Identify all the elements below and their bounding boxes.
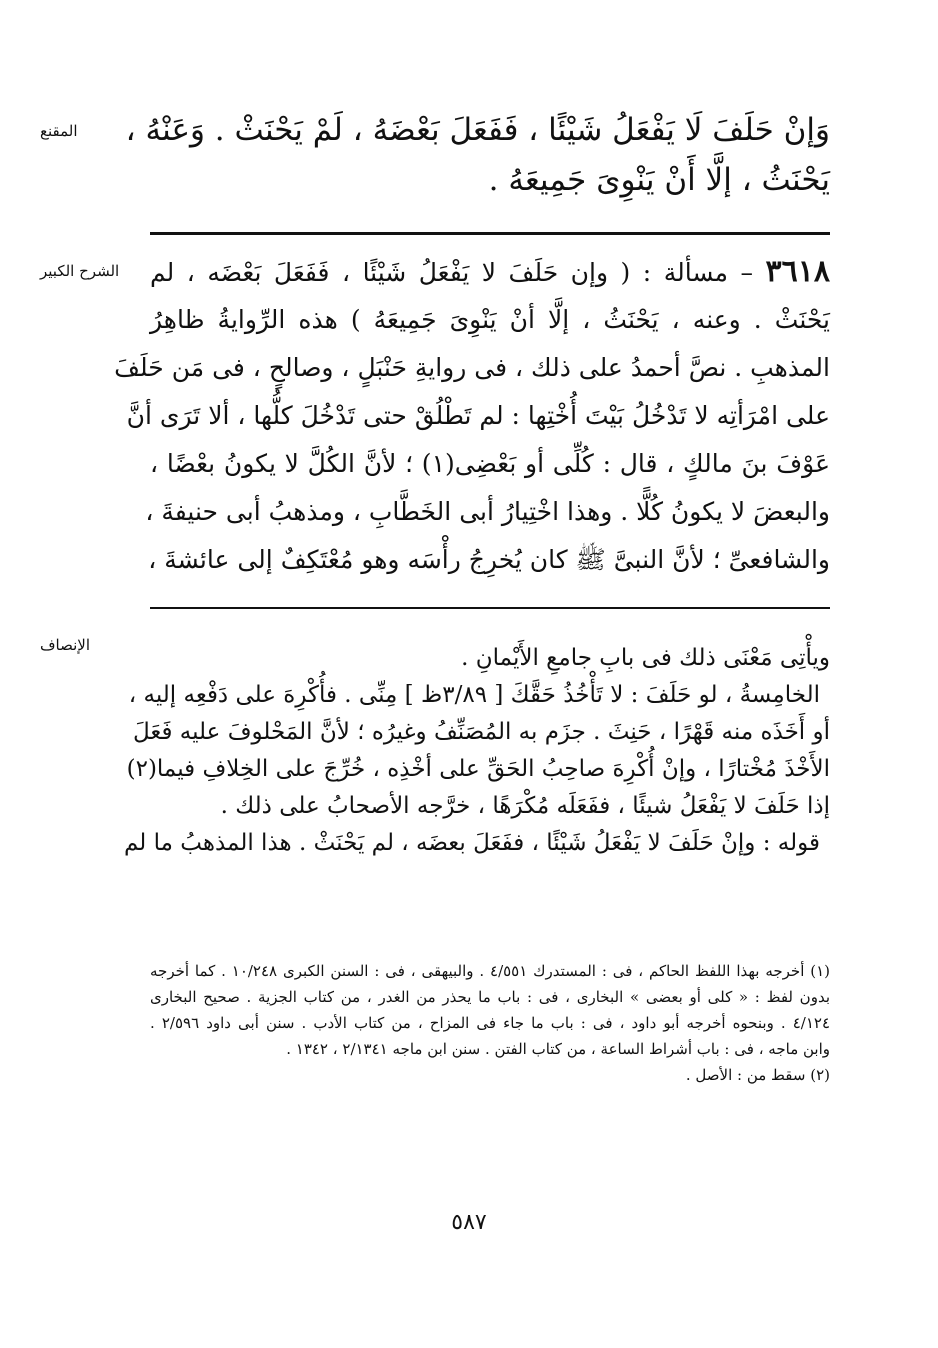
sharh-line: والبعضَ لا يكونُ كُلًّا . وهذا اخْتِيارُ أبى الخَطَّابِ ، ومذهبُ أبى حنيفةَ ، [145,497,830,526]
page-number: ٥٨٧ [451,1210,487,1235]
divider-sharh [150,607,830,609]
muqni-line: يَحْنَثُ ، إلَّا أَنْ يَنْوِىَ جَمِيعَهُ . [488,162,830,198]
insaf-line: ويأْتِى مَعْنَى ذلك فى بابِ جامعِ الأَيْمانِ . [461,645,830,671]
issue-number: ٣٦١٨ [765,254,830,289]
insaf-line: إذا حَلَفَ لا يَفْعَلُ شيئًا ، ففَعَلَه مُكْرَهًا ، خرَّجه الأصحابُ على ذلك . [220,793,830,819]
sharh-first-line [150,248,830,296]
footnote-line: ٤/١٢٤ . وبنحوه أخرجه أبو داود ، فى : باب ما جاء فى المزاح ، من كتاب الأدب . سنن أبى داود ٢/٥٩٦ . [150,1014,830,1032]
muqni-label: المقنع [40,122,78,140]
sharh-line: عَوْفَ بنَ مالكٍ ، قال : كُلِّى أو بَعْضِى(١) ؛ لأنَّ الكُلَّ لا يكونُ بعْضًا ، [150,449,830,478]
insaf-label: الإنصاف [40,636,91,654]
sharh-line: على امْرَأتِه لا تَدْخُلُ بَيْتَ أُخْتِها : لم تَطْلُقْ حتى تَدْخُلَ كلُّها ، ألا تَرَى أنَّ [126,401,830,430]
insaf-line: أو أَخَذَه منه قَهْرًا ، حَنِثَ . جزَم به المُصَنِّفُ وغيرُه ؛ لأنَّ المَحْلوفَ عليه فَعَلَ [132,719,830,745]
footnotes [150,958,830,1088]
footnote-line: (١) أخرجه بهذا اللفظ الحاكم ، فى : المستدرك ٤/٥٥١ . والبيهقى ، فى : السنن الكبرى ١٠/٢٤٨ . كما أخرجه [150,962,830,980]
divider-muqni [150,232,830,235]
sharh-line: والشافعىِّ ؛ لأنَّ النبىَّ ﷺ كان يُخرِجُ رأْسَه وهو مُعْتَكِفٌ إلى عائشةَ ، [148,545,830,574]
insaf-line: الأَخْذَ مُخْتارًا ، وإنْ أُكْرِهَ صاحِبُ الحَقِّ على أخْذِه ، خُرِّجَ على الخِلافِ فيما(٢) [126,756,830,782]
sharh-label: الشرح الكبير [40,262,120,280]
sharh-line: المذهبِ . نصَّ أحمدُ على ذلك ، فى روايةِ حَنْبَلٍ ، وصالحٍ ، فى مَن حَلَفَ [114,353,830,382]
footnote-line: بدون لفظ : « كلى أو بعضى » البخارى ، فى : باب ما يحذر من الغدر ، من كتاب الجزية . صحيح البخارى [150,988,830,1006]
insaf-line: الخامِسةُ ، لو حَلَفَ : لا تَأْخُذُ حَقَّكَ [ ٣/٨٩ظ ] مِنِّى . فأُكْرِهَ على دَفْعِه إليه ، [128,682,820,708]
sharh-line: يَحْنَثْ . وعنه ، يَحْنَثُ ، إلَّا أنْ يَنْوِىَ جَمِيعَهُ ) هذه الرِّوايةُ ظاهِرُ [150,305,830,334]
sharh-text [114,248,830,584]
insaf-text [124,640,830,862]
muqni-text [125,105,830,205]
muqni-line: وَإنْ حَلَفَ لَا يَفْعَلُ شَيْئًا ، فَفَعَلَ بَعْضَهُ ، لَمْ يَحْنَثْ . وَعَنْهُ ، [125,112,830,148]
insaf-line: قوله : وإنْ حَلَفَ لا يَفْعَلُ شَيْئًا ، ففَعَلَ بعضَه ، لم يَحْنَثْ . هذا المذهبُ ما لم [124,830,820,856]
footnote-line: وابن ماجه ، فى : باب أشراط الساعة ، من كتاب الفتن . سنن ابن ماجه ٢/١٣٤١ ، ١٣٤٢ . [286,1040,830,1058]
sharh-line-rest: – مسألة : ( وإن حَلَفَ لا يَفْعَلُ شَيْئًا ، فَفَعَلَ بَعْضَه ، لم [150,258,754,287]
footnote-line: (٢) سقط من : الأصل . [685,1066,830,1084]
